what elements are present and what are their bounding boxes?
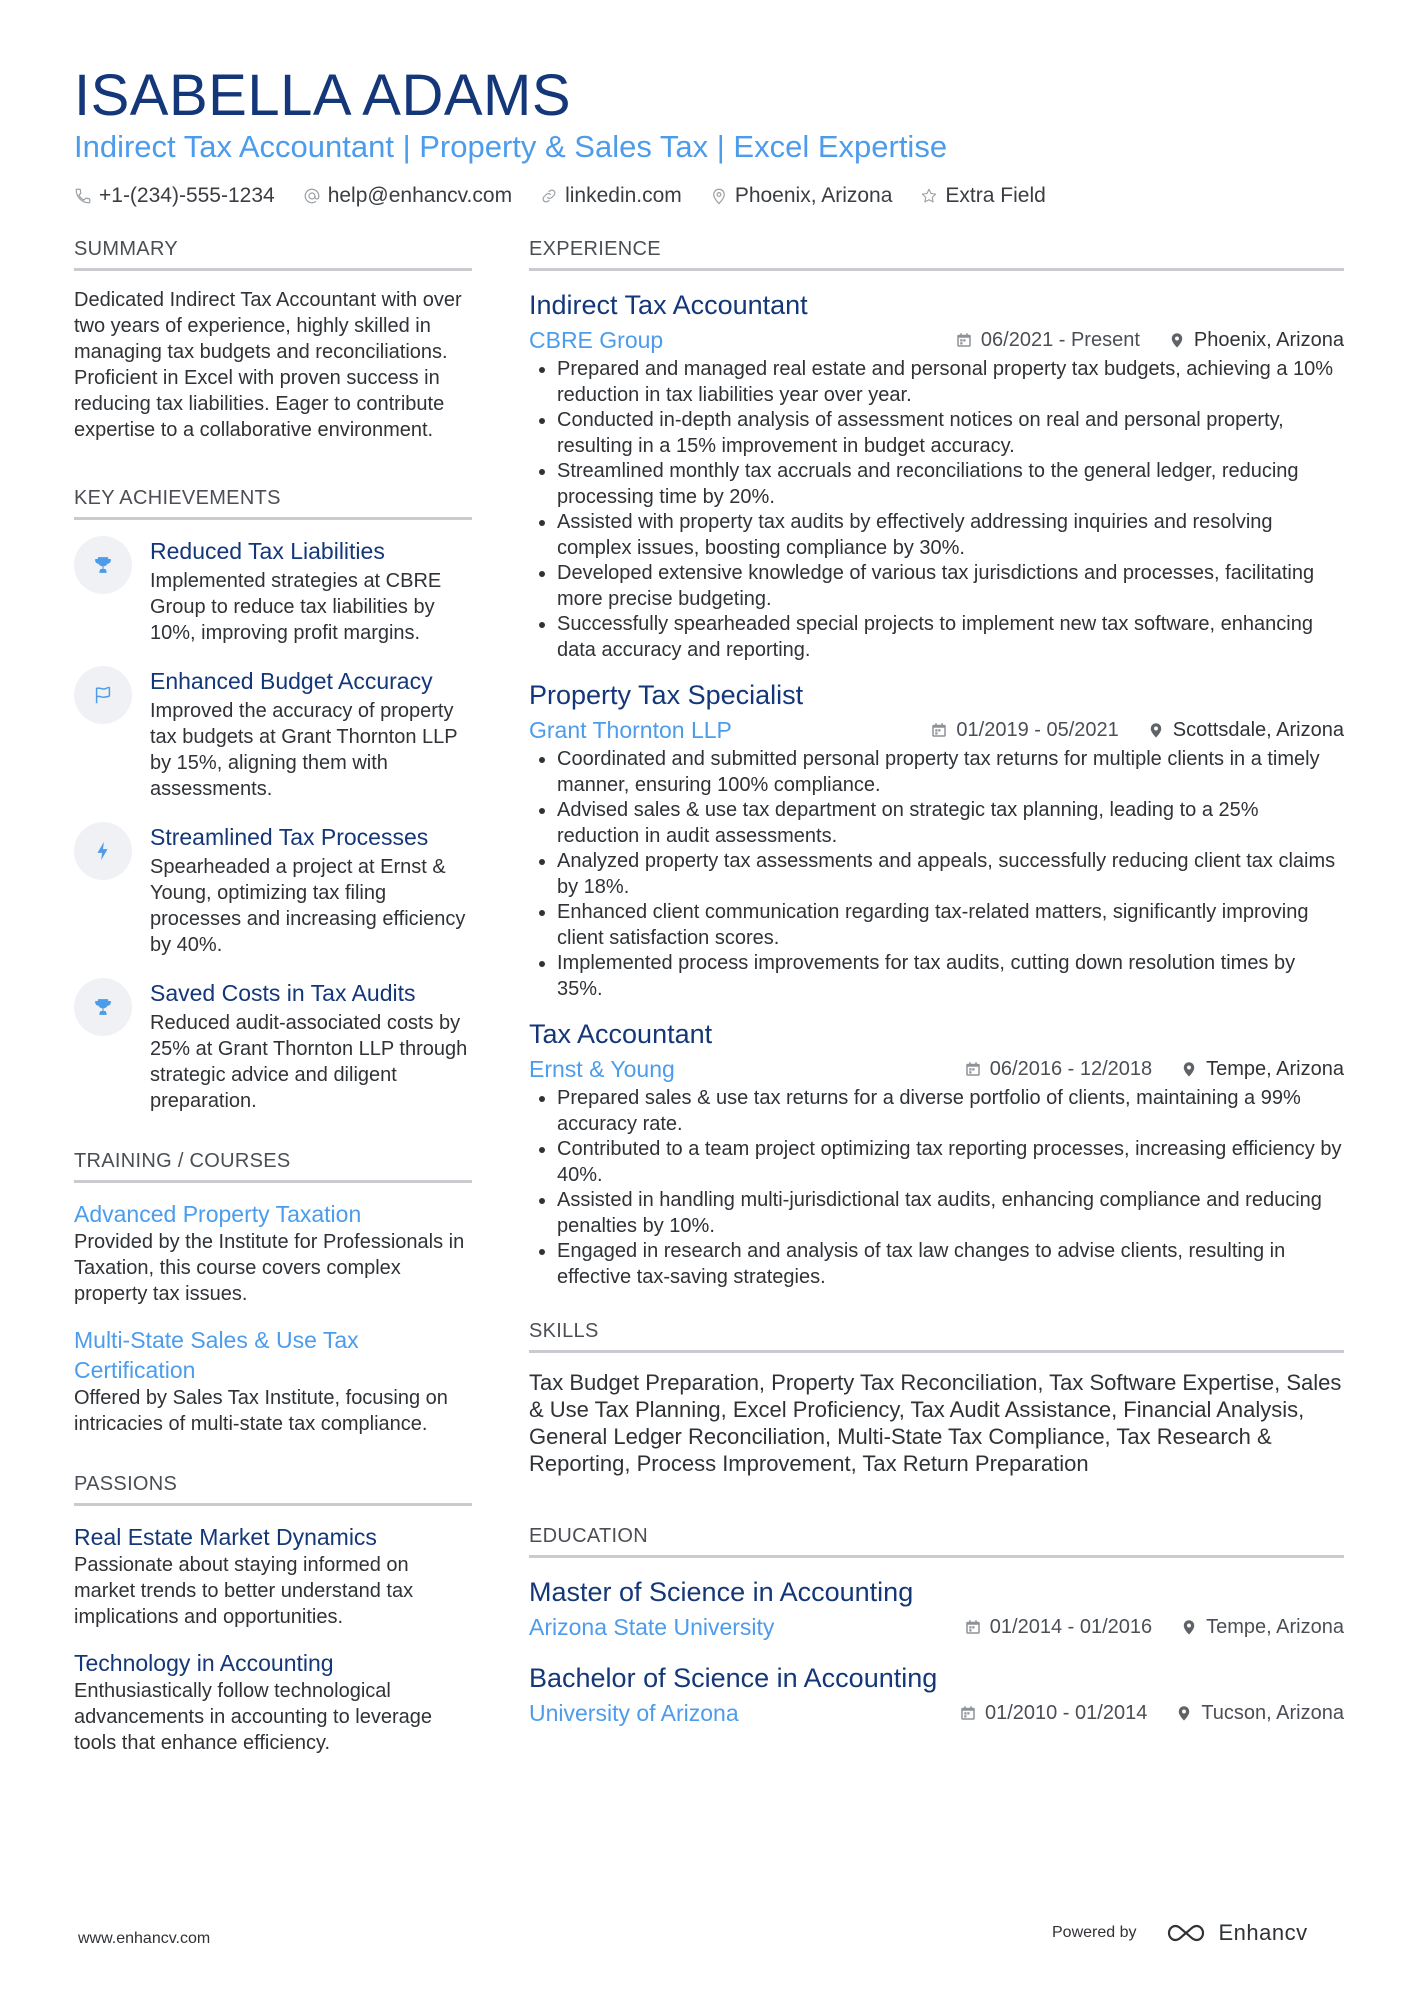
calendar-icon [930,721,948,739]
bullet-item: • Streamlined monthly tax accruals and reconciliations to the general ledger, reducing processing time by 20%. [557,459,1344,510]
bullet-item: • Implemented process improvements for tax audits, cutting down resolution times by 35%. [557,951,1344,1002]
job-entry [529,677,1344,1002]
phone-text: +1-(234)-555-1234 [99,184,275,207]
achievement-title: Streamlined Tax Processes [150,824,429,850]
contact-extra [920,184,1045,208]
lightning-icon [92,840,114,862]
calendar-icon [964,1618,982,1636]
bullet-item: • Prepared and managed real estate and personal property tax budgets, achieving a 10% reduction in tax liabilities year over year. [557,357,1344,408]
calendar-icon [964,1060,982,1078]
company-name: CBRE Group [529,327,664,353]
location-pin-icon [1180,1618,1198,1636]
contact-linkedin[interactable] [540,184,682,208]
skills-title: SKILLS [529,1320,1344,1353]
skills-section [529,1320,1344,1477]
course-text: Offered by Sales Tax Institute, focusing on intricacies of multi-state tax compliance. [74,1387,448,1435]
achievements-section [74,487,472,1114]
job-dates: 06/2021 - Present [980,328,1140,351]
job-title: Property Tax Specialist [529,680,804,710]
job-bullets [529,747,1344,1002]
job-location: Phoenix, Arizona [1193,328,1344,351]
bullet-item: • Contributed to a team project optimizing tax reporting processes, increasing efficiency by 40%. [557,1137,1344,1188]
bullet-item: • Analyzed property tax assessments and appeals, successfully reducing client tax claims by 18%. [557,849,1344,900]
education-entry [529,1574,1344,1642]
company-name: Ernst & Young [529,1056,675,1082]
company-name: Grant Thornton LLP [529,717,732,743]
education-title: EDUCATION [529,1525,1344,1558]
courses-section [74,1150,472,1437]
achievement-item [74,978,472,1114]
degree-title: Master of Science in Accounting [529,1577,914,1607]
job-dates: 01/2019 - 05/2021 [956,718,1119,741]
calendar-icon [955,331,973,349]
achievement-text: Spearheaded a project at Ernst & Young, optimizing tax filing processes and increasing efficiency by 40%. [150,856,466,956]
bullet-item: • Prepared sales & use tax returns for a diverse portfolio of clients, maintaining a 99% accuracy rate. [557,1086,1344,1137]
achievement-item [74,822,472,958]
school-name: University of Arizona [529,1700,739,1726]
passion-text: Enthusiastically follow technological advancements in accounting to leverage tools that enhance efficiency. [74,1680,433,1754]
experience-section [529,238,1344,1290]
passions-section [74,1473,472,1756]
extra-text: Extra Field [945,184,1046,207]
education-entry [529,1660,1344,1728]
job-bullets [529,1086,1344,1290]
passion-title: Technology in Accounting [74,1650,334,1676]
job-entry [529,287,1344,663]
achievement-title: Reduced Tax Liabilities [150,538,385,564]
job-title: Tax Accountant [529,1019,713,1049]
bullet-item: • Conducted in-depth analysis of assessment notices on real and personal property, resulting in a 15% improvement in budget accuracy. [557,408,1344,459]
phone-icon [74,187,92,205]
left-column [74,238,472,1774]
enhancv-logo-icon [1163,1921,1209,1945]
location-text: Phoenix, Arizona [734,184,893,207]
bullet-item: • Engaged in research and analysis of tax law changes to advise clients, resulting in effective tax-saving strategies. [557,1239,1344,1290]
job-title: Indirect Tax Accountant [529,290,808,320]
course-title: Multi-State Sales & Use Tax Certification [74,1327,359,1383]
education-dates: 01/2014 - 01/2016 [989,1615,1153,1638]
linkedin-text: linkedin.com [565,184,682,207]
summary-title: SUMMARY [74,238,472,271]
location-pin-icon [1168,331,1186,349]
job-dates: 06/2016 - 12/2018 [989,1057,1153,1080]
job-location: Tempe, Arizona [1206,1057,1344,1080]
education-dates: 01/2010 - 01/2014 [984,1701,1148,1724]
bullet-item: • Advised sales & use tax department on strategic tax planning, leading to a 25% reduction in audit assessments. [557,798,1344,849]
bullet-item: • Assisted with property tax audits by effectively addressing inquiries and resolving complex issues, boosting compliance by 30%. [557,510,1344,561]
right-column [529,238,1344,1746]
passion-item [74,1648,472,1756]
course-item [74,1325,472,1437]
achievement-text: Implemented strategies at CBRE Group to reduce tax liabilities by 10%, improving profit margins. [150,570,442,644]
calendar-icon [959,1704,977,1722]
footer-branding [1052,1920,1308,1946]
location-pin-icon [1175,1704,1193,1722]
passion-title: Real Estate Market Dynamics [74,1524,377,1550]
at-icon [303,187,321,205]
location-pin-icon [1147,721,1165,739]
star-icon [920,187,938,205]
courses-title: TRAINING / COURSES [74,1150,472,1183]
job-bullets [529,357,1344,663]
education-location: Tucson, Arizona [1201,1701,1344,1724]
footer-website[interactable]: www.enhancv.com [78,1930,211,1947]
location-pin-icon [710,187,728,205]
skills-text: Tax Budget Preparation, Property Tax Reconciliation, Tax Software Expertise, Sales & Use Tax Planning, Excel Proficiency, Tax Audit Assistance, Financial Analysis, General Ledger Reconciliation, Multi-State Tax Compliance, Tax Research & Reporting, Process Improvement, Tax Return Preparation [529,1370,1342,1476]
summary-text: Dedicated Indirect Tax Accountant with over two years of experience, highly skilled in managing tax budgets and reconciliations. Proficient in Excel with proven success in reducing tax liabilities. Eager to contribute expertise to a collaborative environment. [74,289,462,441]
flag-icon [92,684,114,706]
passions-title: PASSIONS [74,1473,472,1506]
trophy-icon [92,554,114,576]
bullet-item: • Coordinated and submitted personal property tax returns for multiple clients in a timely manner, ensuring 100% compliance. [557,747,1344,798]
contact-phone[interactable] [74,184,275,208]
candidate-name: ISABELLA ADAMS [74,63,572,128]
education-location: Tempe, Arizona [1206,1615,1344,1638]
powered-by-text: Powered by [1052,1924,1137,1941]
degree-title: Bachelor of Science in Accounting [529,1663,938,1693]
education-section [529,1525,1344,1728]
passion-item [74,1522,472,1630]
resume-header [74,58,1344,208]
school-name: Arizona State University [529,1614,775,1640]
achievement-text: Reduced audit-associated costs by 25% at Grant Thornton LLP through strategic advice and diligent preparation. [150,1012,468,1112]
experience-title: EXPERIENCE [529,238,1344,271]
bullet-item: • Enhanced client communication regarding tax-related matters, significantly improving client satisfaction scores. [557,900,1344,951]
contact-bar [74,184,1344,208]
bullet-item: • Developed extensive knowledge of various tax jurisdictions and processes, facilitating more precise budgeting. [557,561,1344,612]
achievement-item [74,536,472,646]
achievements-title: KEY ACHIEVEMENTS [74,487,472,520]
passion-text: Passionate about staying informed on market trends to better understand tax implications and opportunities. [74,1554,414,1628]
job-location: Scottsdale, Arizona [1172,718,1344,741]
course-title: Advanced Property Taxation [74,1201,362,1227]
brand-logo[interactable] [1163,1920,1308,1946]
bullet-item: • Successfully spearheaded special projects to implement new tax software, enhancing data accuracy and reporting. [557,612,1344,663]
email-text: help@enhancv.com [327,184,513,207]
bullet-item: • Assisted in handling multi-jurisdictional tax audits, enhancing compliance and reducing penalties by 10%. [557,1188,1344,1239]
trophy-icon [92,996,114,1018]
contact-location [710,184,893,208]
candidate-headline: Indirect Tax Accountant | Property & Sales Tax | Excel Expertise [74,129,948,164]
job-entry [529,1016,1344,1290]
location-pin-icon [1180,1060,1198,1078]
summary-section [74,238,472,443]
achievement-title: Saved Costs in Tax Audits [150,980,416,1006]
achievement-item [74,666,472,802]
brand-name: Enhancv [1218,1920,1308,1945]
course-text: Provided by the Institute for Professionals in Taxation, this course covers complex property tax issues. [74,1231,465,1305]
achievement-text: Improved the accuracy of property tax budgets at Grant Thornton LLP by 15%, aligning them with assessments. [150,700,458,800]
link-icon [540,187,558,205]
course-item [74,1199,472,1307]
contact-email[interactable] [303,184,512,208]
achievement-title: Enhanced Budget Accuracy [150,668,433,694]
